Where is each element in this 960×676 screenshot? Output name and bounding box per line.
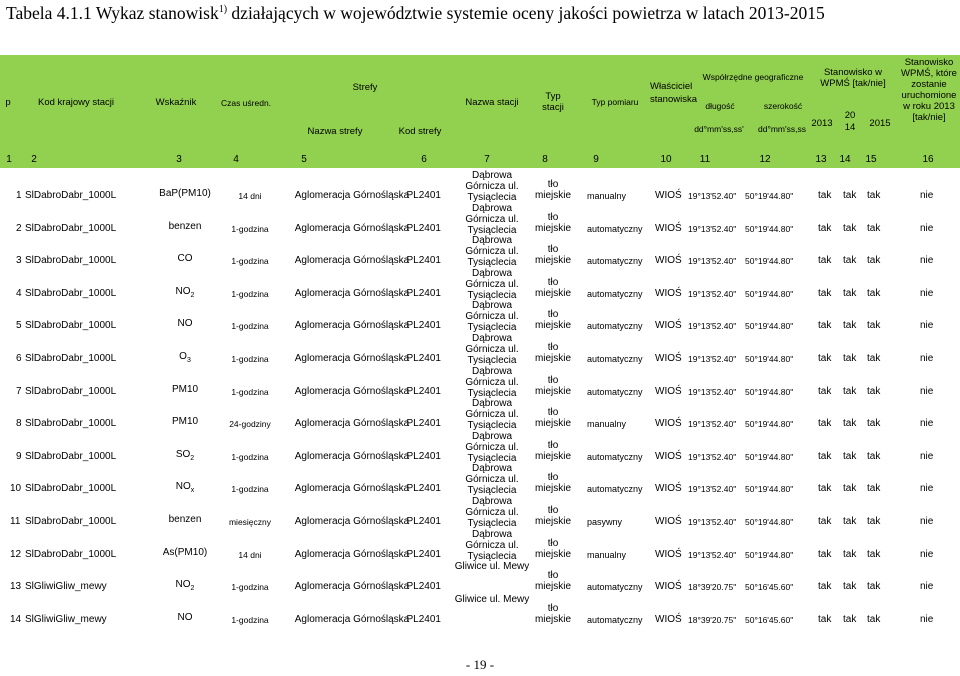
wpms-2014: tak (843, 222, 857, 234)
averaging-time: 1-godzina (231, 386, 269, 397)
header-2014: 20 14 (844, 110, 856, 133)
wpms-2015: tak (867, 353, 881, 364)
station-name: Gliwice ul. Mewy (454, 561, 530, 573)
station-name: Dąbrowa Górnicza ul. Tysiąclecia (465, 528, 519, 562)
zone-name: Aglomeracja Górnośląska (294, 450, 410, 462)
wpms-2014: tak (843, 483, 857, 495)
averaging-time: 1-godzina (231, 582, 269, 593)
measurement-type: automatyczny (587, 288, 643, 299)
zone-code: PL2401 (406, 613, 441, 625)
pollutant (138, 351, 232, 364)
wpms-2013: tak (818, 190, 832, 201)
zone-code: PL2401 (406, 190, 441, 201)
row-lp: 9 (16, 450, 22, 462)
latitude: 50°19'44.80" (745, 549, 794, 560)
header-uruchomione: Stanowisko WPMŚ, które zostanie uruchomione w roku 2013 [tak/nie] (901, 57, 957, 123)
launched: nie (920, 483, 934, 495)
pollutant (138, 514, 232, 527)
pollutant (138, 221, 232, 234)
table-row (0, 429, 960, 464)
pollutant-subscript: x (190, 487, 195, 495)
header-strefy: Strefy (352, 82, 378, 93)
measurement-type: automatyczny (587, 223, 643, 234)
launched: nie (920, 450, 934, 462)
row-lp: 13 (10, 581, 22, 593)
zone-code: PL2401 (406, 581, 441, 593)
pollutant-name: NO (175, 481, 191, 493)
wpms-2014: tak (843, 548, 857, 560)
wpms-2013: tak (818, 581, 832, 593)
pollutant-subscript: 2 (190, 291, 195, 299)
table-row (0, 266, 960, 301)
wpms-2013: tak (818, 613, 832, 625)
station-name: Dąbrowa Górnicza ul. Tysiąclecia (465, 333, 519, 366)
pollutant-subscript: 3 (186, 357, 191, 364)
header-kod: Kod krajowy stacji (37, 97, 115, 108)
column-number: 8 (542, 154, 548, 165)
latitude: 50°19'44.80" (745, 288, 794, 299)
station-code: SlDabroDabr_1000L (25, 320, 117, 332)
launched: nie (920, 287, 934, 299)
table-row (0, 201, 960, 236)
row-lp: 8 (16, 418, 22, 430)
station-name: Dąbrowa Górnicza ul. Tysiąclecia (465, 496, 519, 529)
latitude: 50°19'44.80" (745, 321, 794, 332)
owner: WIOŚ (655, 483, 682, 495)
pollutant-name: benzen (168, 514, 202, 525)
pollutant-name: O (179, 351, 187, 362)
header-wspolrzedne: Współrzędne geograficzne (702, 72, 804, 82)
longitude: 19°13'52.40" (688, 191, 737, 201)
wpms-2013: tak (818, 287, 832, 299)
owner: WIOŚ (655, 418, 682, 430)
header-nazwa-stacji: Nazwa stacji (465, 97, 519, 108)
latitude: 50°19'44.80" (745, 419, 794, 430)
owner: WIOŚ (655, 190, 682, 201)
wpms-2014: tak (843, 418, 857, 430)
zone-code: PL2401 (406, 287, 441, 299)
measurement-type: automatyczny (587, 451, 643, 462)
measurement-type: automatyczny (587, 386, 643, 397)
header-2013: 2013 (811, 118, 833, 129)
header-wlasciciel: Właściciel stanowiska (650, 81, 697, 105)
pollutant-name: As(PM10) (162, 546, 208, 558)
owner: WIOŚ (655, 516, 682, 527)
longitude: 19°13'52.40" (688, 354, 737, 364)
station-name: Dąbrowa Górnicza ul. Tysiąclecia (465, 267, 519, 301)
zone-name: Aglomeracja Górnośląska (294, 287, 410, 299)
longitude: 19°13'52.40" (688, 288, 737, 299)
table-row (0, 494, 960, 529)
averaging-time: 1-godzina (231, 484, 269, 495)
wpms-2014: tak (843, 516, 857, 527)
station-code: SlDabroDabr_1000L (25, 190, 117, 201)
averaging-time: 1-godzina (231, 614, 269, 625)
wpms-2015: tak (867, 287, 881, 299)
station-code: SlDabroDabr_1000L (25, 450, 117, 462)
header-czas: Czas uśredn. (220, 98, 272, 108)
wpms-2013: tak (818, 548, 832, 560)
station-type: tło miejskie (534, 211, 572, 234)
zone-name: Aglomeracja Górnośląska (294, 548, 410, 560)
station-name: Dąbrowa Górnicza ul. Tysiąclecia (465, 365, 519, 399)
zone-code: PL2401 (406, 255, 441, 267)
column-number: 11 (699, 154, 711, 165)
station-name: Dąbrowa Górnicza ul. Tysiąclecia (465, 398, 519, 432)
pollutant (138, 318, 232, 331)
longitude: 19°13'52.40" (688, 517, 737, 527)
owner: WIOŚ (655, 450, 682, 462)
pollutant-name: NO (177, 611, 193, 623)
station-code: SlGliwiGliw_mewy (25, 581, 107, 593)
longitude: 18°39'20.75" (688, 582, 737, 593)
owner: WIOŚ (655, 548, 682, 560)
header-dlugosc-fmt: dd°mm'ss,ss' (694, 124, 744, 134)
pollutant (138, 286, 232, 299)
measurement-type: automatyczny (587, 321, 643, 332)
wpms-2013: tak (818, 516, 832, 527)
station-type: tło miejskie (534, 276, 572, 299)
wpms-2013: tak (818, 353, 832, 364)
wpms-2013: tak (818, 418, 832, 430)
longitude: 19°13'52.40" (688, 549, 737, 560)
pollutant-name: PM10 (171, 383, 199, 395)
latitude: 50°16'45.60" (745, 582, 794, 593)
wpms-2015: tak (867, 320, 881, 332)
launched: nie (920, 418, 934, 430)
page-title: Tabela 4.1.1 Wykaz stanowisk$^{1)}$ działających w województwie systemie oceny jakości powietrza w latach 2013-2015 (6, 3, 825, 23)
measurement-type: automatyczny (587, 484, 643, 495)
station-name: Dąbrowa Górnicza ul. Tysiąclecia (465, 463, 519, 497)
launched: nie (920, 320, 934, 332)
station-type: tło miejskie (534, 472, 572, 495)
measurement-type: automatyczny (587, 614, 643, 625)
wpms-2015: tak (867, 222, 881, 234)
zone-code: PL2401 (406, 222, 441, 234)
station-name: Dąbrowa Górnicza ul. Tysiąclecia (465, 235, 519, 269)
header-stanowisko-wpms: Stanowisko w WPMŚ [tak/nie] (820, 67, 886, 89)
zone-name: Aglomeracja Górnośląska (294, 385, 410, 397)
longitude: 19°13'52.40" (688, 419, 737, 430)
wpms-2014: tak (843, 190, 857, 201)
zone-code: PL2401 (406, 418, 441, 430)
wpms-2015: tak (867, 483, 881, 495)
row-lp: 12 (10, 548, 22, 560)
longitude: 19°13'52.40" (688, 386, 737, 397)
pollutant-name: benzen (168, 220, 202, 232)
owner: WIOŚ (655, 287, 682, 299)
pollutant-subscript: 2 (190, 454, 195, 462)
zone-code: PL2401 (406, 450, 441, 462)
table-row (0, 298, 960, 333)
station-type: tło miejskie (534, 342, 572, 364)
launched: nie (920, 222, 934, 234)
column-number: 6 (421, 154, 427, 165)
owner: WIOŚ (655, 222, 682, 234)
zone-code: PL2401 (406, 483, 441, 495)
pollutant-subscript: 2 (190, 585, 195, 593)
table-row (0, 461, 960, 496)
pollutant-name: PM10 (171, 416, 199, 428)
zone-name: Aglomeracja Górnośląska (294, 581, 410, 593)
row-lp: 7 (16, 385, 22, 397)
zone-name: Aglomeracja Górnośląska (294, 353, 410, 364)
measurement-type: manualny (587, 419, 627, 430)
wpms-2014: tak (843, 450, 857, 462)
launched: nie (920, 353, 934, 364)
pollutant (138, 416, 232, 429)
pollutant (138, 384, 232, 397)
averaging-time: 14 dni (238, 191, 262, 201)
column-number: 15 (865, 154, 877, 165)
pollutant (138, 188, 232, 201)
latitude: 50°19'44.80" (745, 191, 794, 201)
latitude: 50°19'44.80" (745, 451, 794, 462)
station-type: tło miejskie (534, 439, 572, 462)
column-number: 9 (593, 154, 599, 165)
pollutant-name: NO (177, 318, 193, 330)
zone-name: Aglomeracja Górnośląska (294, 516, 410, 527)
column-number: 12 (759, 154, 771, 165)
pollutant-name: BaP(PM10) (159, 188, 211, 199)
measurement-type: automatyczny (587, 582, 643, 593)
wpms-2014: tak (843, 255, 857, 267)
header-wskaznik: Wskaźnik (155, 97, 197, 108)
station-code: SlDabroDabr_1000L (25, 353, 117, 364)
zone-name: Aglomeracja Górnośląska (294, 222, 410, 234)
station-code: SlDabroDabr_1000L (25, 418, 117, 430)
row-lp: 2 (16, 222, 22, 234)
column-number: 13 (815, 154, 827, 165)
station-type: tło miejskie (534, 179, 572, 201)
column-number: 5 (301, 154, 307, 165)
owner: WIOŚ (655, 255, 682, 267)
station-code: SlDabroDabr_1000L (25, 516, 117, 527)
latitude: 50°19'44.80" (745, 256, 794, 267)
wpms-2014: tak (843, 287, 857, 299)
longitude: 19°13'52.40" (688, 321, 737, 332)
zone-code: PL2401 (406, 516, 441, 527)
column-number: 1 (6, 154, 12, 165)
launched: nie (920, 548, 934, 560)
wpms-2013: tak (818, 450, 832, 462)
wpms-2015: tak (867, 548, 881, 560)
zone-name: Aglomeracja Górnośląska (294, 418, 410, 430)
row-lp: 14 (10, 613, 22, 625)
wpms-2015: tak (867, 581, 881, 593)
row-lp: 6 (16, 353, 22, 364)
station-name: Gliwice ul. Mewy (454, 593, 530, 605)
pollutant (138, 579, 232, 592)
header-kod-strefy: Kod strefy (398, 126, 442, 137)
wpms-2015: tak (867, 418, 881, 430)
measurement-type: automatyczny (587, 354, 643, 364)
station-name: Dąbrowa Górnicza ul. Tysiąclecia (465, 170, 519, 203)
wpms-2015: tak (867, 613, 881, 625)
pollutant (138, 612, 232, 625)
station-code: SlDabroDabr_1000L (25, 222, 117, 234)
latitude: 50°16'45.60" (745, 614, 794, 625)
launched: nie (920, 385, 934, 397)
table-row (0, 396, 960, 431)
zone-name: Aglomeracja Górnośląska (294, 190, 410, 201)
column-number: 3 (176, 154, 182, 165)
table-row (0, 168, 960, 203)
measurement-type: manualny (587, 549, 627, 560)
column-number: 2 (31, 154, 37, 165)
zone-code: PL2401 (406, 353, 441, 364)
table-row (0, 527, 960, 562)
owner: WIOŚ (655, 320, 682, 332)
launched: nie (920, 613, 934, 625)
station-name: Dąbrowa Górnicza ul. Tysiąclecia (465, 202, 519, 236)
averaging-time: 1-godzina (231, 256, 269, 267)
averaging-time: 1-godzina (231, 451, 269, 462)
station-code: SlDabroDabr_1000L (25, 548, 117, 560)
wpms-2015: tak (867, 385, 881, 397)
latitude: 50°19'44.80" (745, 223, 794, 234)
row-lp: 11 (10, 516, 21, 527)
page-number: - 19 - (465, 657, 495, 672)
row-lp: 5 (16, 320, 22, 332)
station-type: tło miejskie (534, 374, 572, 397)
owner: WIOŚ (655, 353, 682, 364)
launched: nie (920, 516, 934, 527)
latitude: 50°19'44.80" (745, 517, 794, 527)
latitude: 50°19'44.80" (745, 386, 794, 397)
pollutant (138, 253, 232, 266)
pollutant-name: NO (175, 579, 191, 591)
longitude: 19°13'52.40" (688, 484, 737, 495)
latitude: 50°19'44.80" (745, 354, 794, 364)
owner: WIOŚ (655, 581, 682, 593)
wpms-2015: tak (867, 516, 881, 527)
wpms-2014: tak (843, 613, 857, 625)
wpms-2014: tak (843, 353, 857, 364)
measurement-type: pasywny (587, 517, 623, 527)
wpms-2015: tak (867, 190, 881, 201)
table-row (0, 233, 960, 268)
averaging-time: 14 dni (238, 549, 262, 560)
averaging-time: miesięczny (228, 517, 272, 527)
station-code: SlGliwiGliw_mewy (25, 613, 107, 625)
averaging-time: 1-godzina (231, 354, 269, 364)
launched: nie (920, 255, 934, 267)
pollutant (138, 547, 232, 560)
row-lp: 1 (16, 190, 22, 201)
wpms-2013: tak (818, 255, 832, 267)
zone-code: PL2401 (406, 385, 441, 397)
launched: nie (920, 581, 934, 593)
header-typ-pomiaru: Typ pomiaru (591, 97, 639, 107)
row-lp: 10 (10, 483, 22, 495)
wpms-2015: tak (867, 450, 881, 462)
table-row (0, 592, 960, 627)
station-name: Dąbrowa Górnicza ul. Tysiąclecia (465, 430, 519, 464)
station-type: tło miejskie (534, 407, 572, 430)
header-szerokosc-fmt: dd°mm'ss,ss (758, 124, 806, 134)
column-number: 14 (839, 154, 851, 165)
pollutant-name: CO (177, 253, 193, 265)
station-type: tło miejskie (534, 244, 572, 267)
wpms-2013: tak (818, 385, 832, 397)
wpms-2013: tak (818, 222, 832, 234)
header-dlugosc: długość (705, 101, 735, 111)
owner: WIOŚ (655, 613, 682, 625)
header-2015: 2015 (869, 118, 891, 129)
measurement-type: manualny (587, 191, 627, 201)
column-number: 7 (484, 154, 490, 165)
table-row (0, 559, 960, 594)
longitude: 18°39'20.75" (688, 614, 737, 625)
zone-name: Aglomeracja Górnośląska (294, 320, 410, 332)
longitude: 19°13'52.40" (688, 451, 737, 462)
measurement-type: automatyczny (587, 256, 643, 267)
station-code: SlDabroDabr_1000L (25, 287, 117, 299)
station-name: Dąbrowa Górnicza ul. Tysiąclecia (465, 300, 519, 334)
longitude: 19°13'52.40" (688, 223, 737, 234)
averaging-time: 1-godzina (231, 223, 269, 234)
station-type: tło miejskie (534, 505, 572, 527)
wpms-2015: tak (867, 255, 881, 267)
station-code: SlDabroDabr_1000L (25, 483, 117, 495)
averaging-time: 24-godziny (229, 419, 271, 430)
row-lp: 4 (16, 287, 22, 299)
row-lp: 3 (16, 255, 22, 267)
pollutant-name: NO (175, 285, 191, 297)
station-type: tło miejskie (534, 570, 572, 593)
table-row (0, 364, 960, 399)
wpms-2014: tak (843, 385, 857, 397)
wpms-2013: tak (818, 320, 832, 332)
wpms-2014: tak (843, 320, 857, 332)
pollutant (138, 449, 232, 462)
header-lp: p (5, 97, 11, 108)
latitude: 50°19'44.80" (745, 484, 794, 495)
launched: nie (920, 190, 934, 201)
zone-name: Aglomeracja Górnośląska (294, 613, 410, 625)
pollutant (138, 481, 232, 494)
pollutant-name: SO (175, 448, 191, 460)
station-type: tło miejskie (534, 602, 572, 625)
station-code: SlDabroDabr_1000L (25, 385, 117, 397)
column-number: 10 (660, 154, 672, 165)
header-typ-stacji: Typ stacji (542, 91, 564, 113)
zone-name: Aglomeracja Górnośląska (294, 255, 410, 267)
zone-name: Aglomeracja Górnośląska (294, 483, 410, 495)
header-szerokosc: szerokość (763, 101, 803, 111)
column-number: 4 (233, 154, 239, 165)
station-type: tło miejskie (534, 537, 572, 560)
zone-code: PL2401 (406, 548, 441, 560)
wpms-2014: tak (843, 581, 857, 593)
zone-code: PL2401 (406, 320, 441, 332)
header-nazwa-strefy: Nazwa strefy (307, 126, 363, 137)
longitude: 19°13'52.40" (688, 256, 737, 267)
table-row (0, 331, 960, 366)
wpms-2013: tak (818, 483, 832, 495)
owner: WIOŚ (655, 385, 682, 397)
averaging-time: 1-godzina (231, 288, 269, 299)
averaging-time: 1-godzina (231, 321, 269, 332)
station-code: SlDabroDabr_1000L (25, 255, 117, 267)
column-number: 16 (922, 154, 934, 165)
station-type: tło miejskie (534, 309, 572, 332)
